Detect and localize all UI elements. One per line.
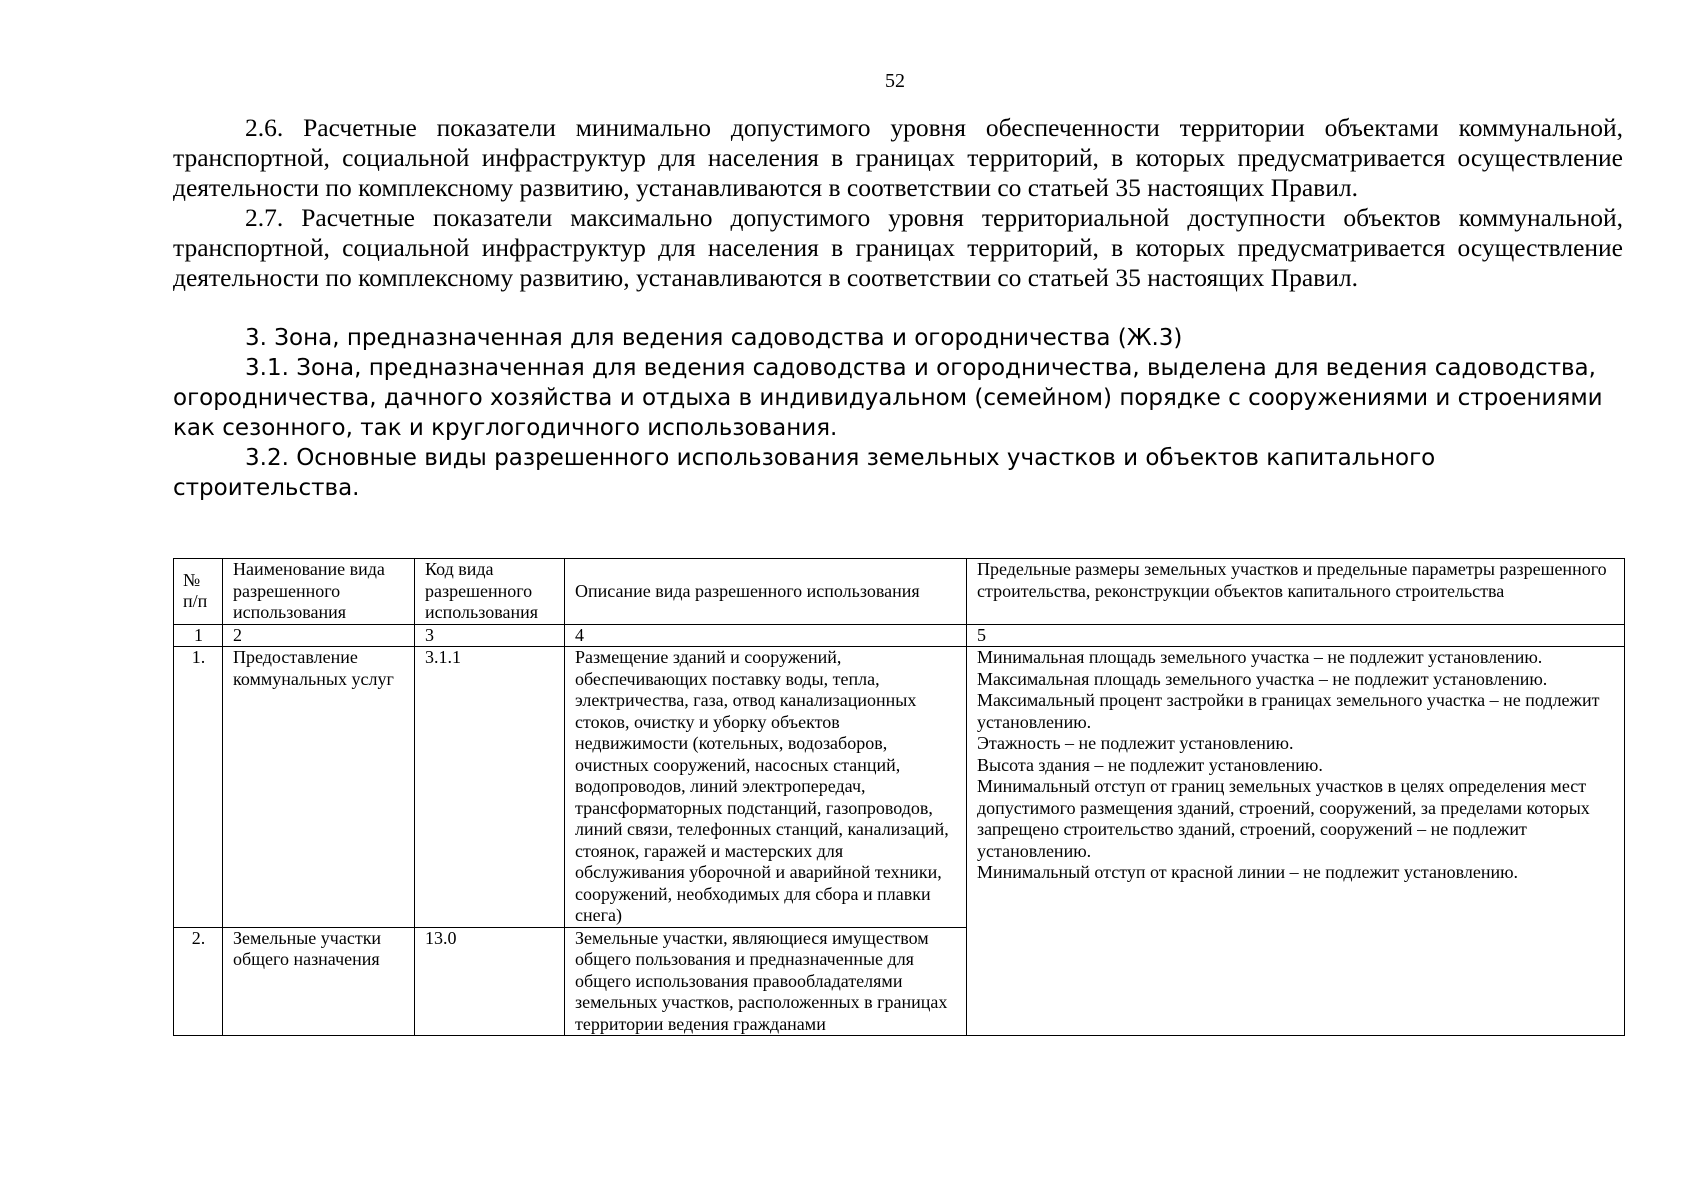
table-row bbox=[174, 647, 1625, 928]
permitted-use-table bbox=[173, 558, 1625, 1036]
index-cell: 5 bbox=[967, 624, 1625, 647]
limits-line: Минимальный отступ от границ земельных участков в целях определения мест допустимого размещения зданий, строений, сооружений, за пределами которых запрещено строительство зданий, строений, сооружений – не подлежит установлению. bbox=[977, 776, 1590, 861]
row-desc: Земельные участки, являющиеся имуществом общего пользования и предназначенные для общего использования правообладателями земельных участков, расположенных в границах территории ведения гражданами bbox=[565, 927, 967, 1036]
table-index-row bbox=[174, 624, 1625, 647]
index-cell: 3 bbox=[415, 624, 565, 647]
header-desc: Описание вида разрешенного использования bbox=[565, 559, 967, 625]
limits-line: Минимальный отступ от красной линии – не подлежит установлению. bbox=[977, 862, 1519, 882]
header-num: № п/п bbox=[174, 559, 223, 625]
index-cell: 2 bbox=[223, 624, 415, 647]
row-code: 13.0 bbox=[415, 927, 565, 1036]
limits-line: Максимальная площадь земельного участка – не подлежит установлению. bbox=[977, 668, 1548, 689]
paragraph-3-2: 3.2. Основные виды разрешенного использования земельных участков и объектов капитального строительства. bbox=[173, 445, 1436, 501]
header-code: Код вида разрешенного использования bbox=[415, 559, 565, 625]
row-code: 3.1.1 bbox=[415, 647, 565, 928]
header-limits: Предельные размеры земельных участков и предельные параметры разрешенного строительства, реконструкции объектов капитального строительства bbox=[967, 559, 1625, 625]
document-body bbox=[173, 113, 1623, 503]
index-cell: 1 bbox=[174, 624, 223, 647]
limits-line: Максимальный процент застройки в границах земельного участка – не подлежит установлению. bbox=[977, 690, 1600, 732]
limits-cell bbox=[967, 647, 1625, 1036]
paragraph-spacer bbox=[173, 293, 1623, 323]
row-num: 2. bbox=[174, 927, 223, 1036]
limits-line: Высота здания – не подлежит установлению. bbox=[977, 754, 1323, 775]
table-header-row bbox=[174, 559, 1625, 625]
page-number: 52 bbox=[885, 70, 905, 92]
paragraph-2-7: 2.7. Расчетные показатели максимально допустимого уровня территориальной доступности объектов коммунальной, транспортной, социальной инфраструктур для населения в границах территорий, в которых предусматривается осуществление деятельности по комплексному развитию, устанавливаются в соответствии со статьей 35 настоящих Правил. bbox=[173, 203, 1623, 292]
paragraph-3-1: 3.1. Зона, предназначенная для ведения садоводства и огородничества, выделена для ведения садоводства, огородничества, дачного хозяйства и отдыха в индивидуальном (семейном) порядке с сооружениями и строениями как сезонного, так и круглогодичного использования. bbox=[173, 355, 1603, 441]
paragraph-2-6: 2.6. Расчетные показатели минимально допустимого уровня обеспеченности территории объектами коммунальной, транспортной, социальной инфраструктур для населения в границах территорий, в которых предусматривается осуществление деятельности по комплексному развитию, устанавливаются в соответствии со статьей 35 настоящих Правил. bbox=[173, 113, 1623, 202]
limits-line: Этажность – не подлежит установлению. bbox=[977, 733, 1294, 753]
index-cell: 4 bbox=[565, 624, 967, 647]
limits-line: Минимальная площадь земельного участка – не подлежит установлению. bbox=[977, 647, 1543, 667]
row-desc: Размещение зданий и сооружений, обеспечивающих поставку воды, тепла, электричества, газа, отвод канализационных стоков, очистку и уборку объектов недвижимости (котельных, водозаборов, очистных сооружений, насосных станций, водопроводов, линий электропередач, трансформаторных подстанций, газопроводов, линий связи, телефонных станций, канализаций, стоянок, гаражей и мастерских для обслуживания уборочной и аварийной техники, сооружений, необходимых для сбора и плавки снега) bbox=[565, 647, 967, 928]
row-name: Земельные участки общего назначения bbox=[223, 927, 415, 1036]
row-num: 1. bbox=[174, 647, 223, 928]
section-3-title: 3. Зона, предназначенная для ведения садоводства и огородничества (Ж.3) bbox=[245, 325, 1183, 351]
header-name: Наименование вида разрешенного использования bbox=[223, 559, 415, 625]
row-name: Предоставление коммунальных услуг bbox=[223, 647, 415, 928]
